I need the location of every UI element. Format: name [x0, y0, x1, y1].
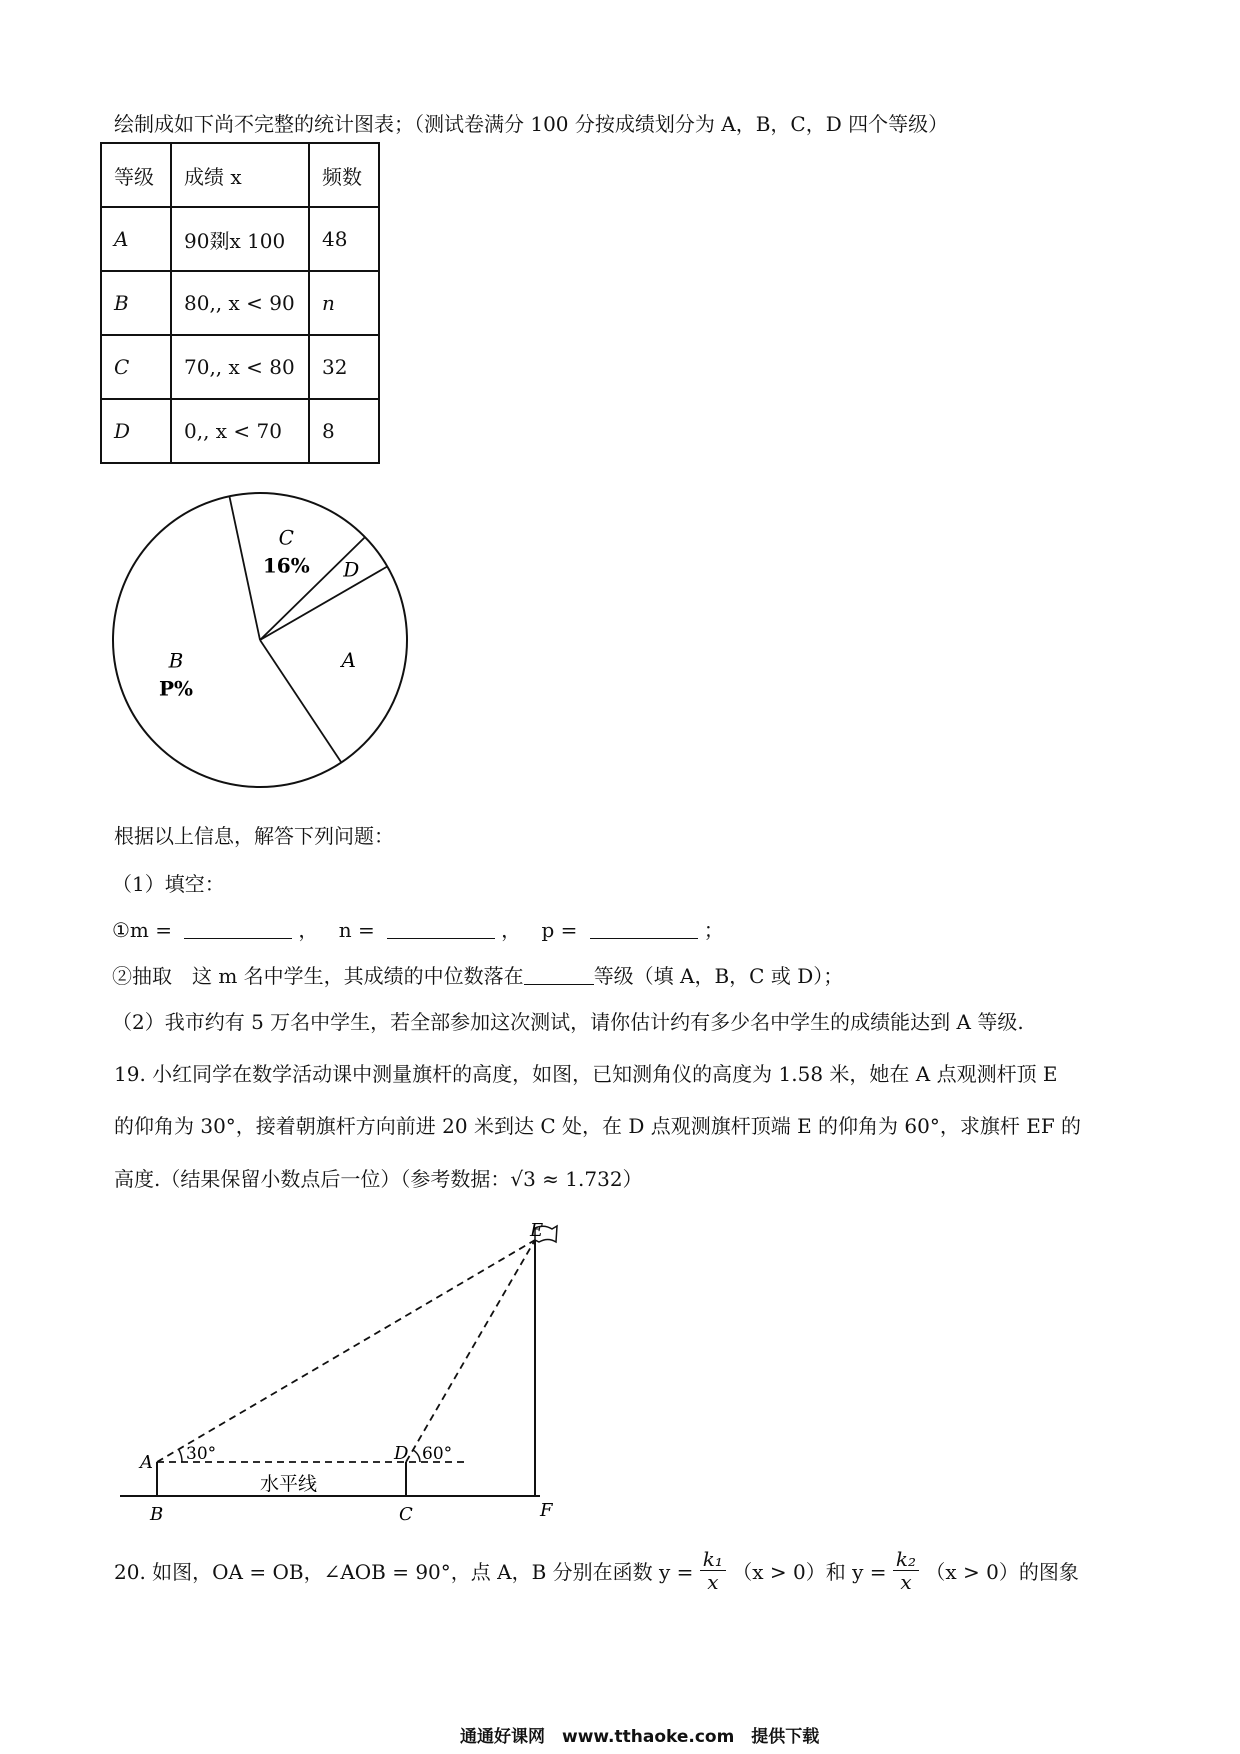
grade-cell: B [101, 271, 171, 335]
n-label: n = [338, 918, 375, 942]
pie-label-b: B [168, 648, 184, 673]
problem20-cond2: （x > 0）的图象 [925, 1560, 1079, 1584]
angle-arc-d [413, 1450, 420, 1462]
pie-slice-boundary-c [229, 496, 260, 640]
label-c: C [399, 1504, 413, 1525]
pie-chart [100, 490, 420, 790]
grade-table [100, 142, 380, 464]
problem20-cond1: （x > 0）和 y = [732, 1560, 887, 1584]
score-range-cell: 90剟x 100 [171, 207, 309, 271]
question-1-line: ①m = ， n = ， p = ； [112, 918, 724, 942]
angle-60-label: 60° [422, 1444, 453, 1464]
label-f: F [540, 1500, 553, 1521]
problem20-prefix: 20. 如图，OA = OB，∠AOB = 90°，点 A，B 分别在函数 y = [114, 1560, 694, 1584]
pie-label-d: D [343, 557, 360, 582]
intro-text: 绘制成如下尚不完整的统计图表；（测试卷满分 100 分按成绩划分为 A，B，C，D 四个等级） [114, 112, 949, 136]
p-blank [590, 916, 698, 939]
frequency-cell: n [309, 271, 379, 335]
problem19-line1: 19. 小红同学在数学活动课中测量旗杆的高度，如图，已知测角仪的高度为 1.58 米，她在 A 点观测杆顶 E [114, 1062, 1058, 1086]
header-frequency: 频数 [309, 143, 379, 207]
score-range-cell: 70,, x < 80 [171, 335, 309, 399]
fraction-k2-x [893, 1548, 919, 1593]
x-denominator: x [900, 1570, 912, 1594]
problem20-line [114, 1548, 1079, 1593]
q2-text-a: ②抽取 这 m 名中学生，其成绩的中位数落在 [112, 964, 524, 988]
part1-label: （1）填空： [112, 872, 225, 896]
header-grade: 等级 [101, 143, 171, 207]
grade-cell: A [101, 207, 171, 271]
label-b: B [150, 1504, 164, 1525]
x-denominator: x [707, 1570, 719, 1594]
k2-numerator: k₂ [893, 1548, 919, 1571]
q1-end: ； [703, 918, 724, 942]
table-row [101, 335, 379, 399]
label-a: A [140, 1452, 153, 1473]
flagpole-figure [110, 1210, 570, 1530]
table-row [101, 271, 379, 335]
header-score: 成绩 x [171, 143, 309, 207]
m-blank [184, 916, 292, 939]
score-range-cell: 80,, x < 90 [171, 271, 309, 335]
angle-arc-a [179, 1450, 182, 1462]
problem19-line2: 的仰角为 30°，接着朝旗杆方向前进 20 米到达 C 处，在 D 点观测旗杆顶端 E 的仰角为 60°，求旗杆 EF 的 [114, 1114, 1082, 1138]
table-header-row [101, 143, 379, 207]
pie-value-b: P% [158, 676, 194, 701]
pie-label-a: A [341, 647, 356, 672]
median-blank [524, 962, 594, 985]
grade-cell: D [101, 399, 171, 463]
score-range-cell: 0,, x < 70 [171, 399, 309, 463]
pie-value-c: 16% [262, 553, 310, 578]
problem19-line3: 高度.（结果保留小数点后一位）（参考数据：√3 ≈ 1.732） [114, 1167, 643, 1191]
q2-text-b: 等级（填 A，B，C 或 D）； [593, 964, 844, 988]
horizontal-line-label: 水平线 [260, 1473, 318, 1495]
question-2-line [112, 960, 843, 989]
table-row [101, 207, 379, 271]
frequency-cell: 32 [309, 335, 379, 399]
label-d: D [394, 1443, 409, 1464]
m-label: ①m = [112, 918, 173, 942]
sight-line-de [406, 1240, 535, 1462]
sight-line-ae [157, 1240, 535, 1462]
n-blank [387, 916, 495, 939]
questions-intro: 根据以上信息，解答下列问题： [114, 824, 394, 848]
p-label: p = [541, 918, 578, 942]
fraction-k1-x [700, 1548, 726, 1593]
part2-text: （2）我市约有 5 万名中学生，若全部参加这次测试，请你估计约有多少名中学生的成绩能达到 A 等级. [112, 1010, 1024, 1034]
frequency-cell: 48 [309, 207, 379, 271]
label-e: E [530, 1220, 544, 1241]
frequency-cell: 8 [309, 399, 379, 463]
angle-30-label: 30° [186, 1444, 217, 1464]
pie-slice-boundary-b [260, 640, 341, 762]
table-row [101, 399, 379, 463]
pie-label-c: C [278, 525, 294, 550]
k1-numerator: k₁ [700, 1548, 726, 1571]
grade-cell: C [101, 335, 171, 399]
page-footer: 通通好课网 www.tthaoke.com 提供下载 [460, 1727, 820, 1747]
